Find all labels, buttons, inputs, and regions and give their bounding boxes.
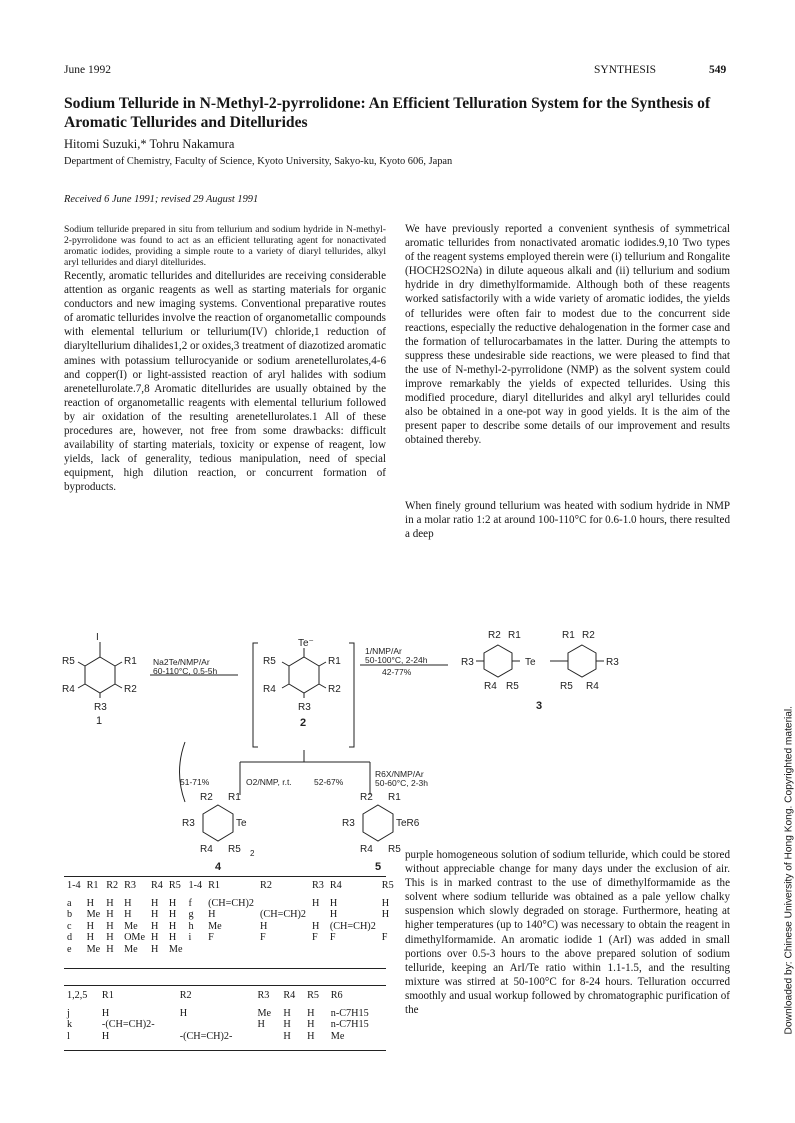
table-header: R5 — [307, 990, 319, 1001]
table-cell: H — [307, 1007, 315, 1019]
table-row — [64, 944, 397, 956]
table-row — [64, 909, 397, 921]
svg-text:R5: R5 — [506, 681, 519, 692]
arrow1-conditions: 60-110°C, 0.5-5h — [153, 666, 218, 676]
table-cell: H — [124, 909, 132, 920]
table-header-row — [64, 880, 397, 892]
svg-text:R3: R3 — [461, 657, 474, 668]
svg-text:R2: R2 — [328, 684, 341, 695]
table-header: R2 — [260, 880, 272, 891]
table-cell — [379, 921, 397, 933]
table-header: R6 — [330, 990, 343, 1001]
svg-text:R3: R3 — [342, 818, 355, 829]
table-cell: -(CH=CH)2- — [179, 1030, 233, 1042]
table-cell — [254, 1031, 280, 1043]
table2-top-rule — [64, 985, 386, 986]
svg-text:I: I — [96, 632, 99, 643]
table-cell — [327, 944, 379, 956]
authors: Hitomi Suzuki,* Tohru Nakamura — [64, 137, 235, 151]
paragraph-telluride-prep: When finely ground tellurium was heated with sodium hydride in NMP in a molar ratio 1:2 at around 100-110°C for 0.6-1.0 hours, there resulted a deep — [405, 500, 730, 541]
table-cell — [186, 944, 206, 956]
table-cell: H — [311, 920, 320, 932]
compound-1-label: 1 — [96, 715, 103, 727]
reaction-scheme — [60, 570, 740, 873]
table-header: R3 — [311, 880, 324, 891]
substituent-table-2 — [64, 990, 386, 1042]
table-cell: F — [260, 932, 266, 943]
table-cell: H — [307, 1030, 315, 1042]
table-header: R1 — [86, 880, 99, 891]
table-cell: H — [179, 1007, 188, 1019]
svg-text:R5: R5 — [228, 844, 241, 855]
table-cell: H — [283, 1007, 291, 1019]
svg-text:TeR6: TeR6 — [396, 818, 420, 829]
table-cell: b — [67, 909, 73, 920]
svg-text:Te: Te — [525, 657, 536, 668]
table-header: R3 — [124, 880, 136, 891]
table-cell: F — [208, 932, 214, 943]
header-date: June 1992 — [64, 64, 111, 76]
paragraph-previous-work: We have previously reported a convenient synthesis of symmetrical aromatic tellurides from nonactivated aromatic iodides.9,10 Two types of the reagent systems employed therein were (i) tellurium and Rongalite (HOCH2SO2Na) in dilute aqueous alkali and (ii) tellurium and sodium hydride in dry dimethylformamide. Although both of these reagents worked satisfactorily with a wide variety of aromatic iodides, the yields of tellurides were often fair to modest due to the concurrent side reactions, especially the reductive dehalogenation in the former case and the formation of tellurocarbamates in the latter. During the attempts to suppress these undesirable side reactions, we were pleased to find that the use of N-methyl-2-pyrrolidone (NMP) as the solvent system could improve remarkably the yields of expected tellurides. Using this modified procedure, diaryl ditellurides and alkyl aryl tellurides could also be obtained in a one-pot way in good yields. It is the aim of the present paper to describe some details of our improvement and results obtained thereby. — [405, 223, 730, 447]
table-cell: H — [106, 943, 114, 955]
table-header: R2 — [179, 990, 192, 1001]
table-cell: Me — [86, 909, 101, 920]
svg-text:R4: R4 — [484, 681, 497, 692]
table-cell: H — [168, 920, 177, 932]
table-cell: H — [168, 932, 177, 943]
compound-4-label: 4 — [215, 861, 222, 873]
table-cell: j — [67, 1007, 70, 1019]
table-row — [64, 921, 397, 933]
paper-title: Sodium Telluride in N-Methyl-2-pyrrolidone: An Efficient Telluration System for the Synthesis of Aromatic Tellurides and Ditellurides — [64, 95, 711, 131]
table-cell — [257, 898, 309, 910]
table-cell — [177, 1019, 255, 1031]
table-cell: F — [381, 932, 388, 943]
svg-text:R5: R5 — [263, 656, 276, 667]
table2-bottom-rule — [64, 1050, 386, 1051]
table-cell: d — [67, 932, 73, 943]
download-notice: Downloaded by: Chinese University of Hong Kong. Copyrighted material. — [783, 706, 794, 1035]
table-cell: H — [283, 1019, 291, 1030]
arrow4-conditions: 50-60°C, 2-3h — [375, 778, 429, 788]
table-cell: -(CH=CH)2- — [101, 1019, 155, 1030]
table-header: R5 — [168, 880, 181, 891]
table-cell — [205, 944, 257, 956]
table-header: R4 — [151, 880, 163, 891]
svg-text:R3: R3 — [182, 818, 195, 829]
svg-text:R2: R2 — [488, 630, 501, 641]
table-cell: F — [311, 932, 318, 943]
svg-text:R4: R4 — [360, 844, 373, 855]
table-cell: H — [168, 909, 177, 920]
arrow4-yield: 52-67% — [314, 777, 344, 787]
table-cell: H — [208, 909, 216, 920]
table-cell: H — [101, 1030, 110, 1042]
table-cell — [309, 944, 327, 956]
table-cell: Me — [124, 920, 138, 932]
table-cell: H — [329, 897, 338, 909]
svg-text:R1: R1 — [562, 630, 575, 641]
arrow2-conditions: 50-100°C, 2-24h — [365, 655, 428, 665]
table-cell: H — [124, 897, 132, 909]
svg-text:R1: R1 — [508, 630, 521, 641]
table-cell: Me — [124, 943, 138, 955]
table-cell — [309, 909, 327, 921]
svg-text:Te⁻: Te⁻ — [298, 638, 314, 649]
table1-bottom-rule — [64, 968, 386, 969]
table-cell: H — [260, 920, 268, 932]
table-cell: a — [67, 897, 72, 909]
table-row — [64, 1031, 386, 1043]
arrow2-reagent: 1/NMP/Ar — [365, 646, 402, 656]
table-cell: (CH=CH)2 — [208, 897, 255, 909]
table-cell: n-C7H15 — [330, 1019, 369, 1030]
compound-2-label: 2 — [300, 717, 307, 729]
paragraph-telluride-solution: purple homogeneous solution of sodium telluride, which could be stored without appreciable change for many days under the exclusion of air. This is in marked contrast to the use of dimethylformamide as the solvent where sodium telluride was obtained as a pale yellow chalky suspension which slowly degraded on storage. Furthermore, heating at higher temperatures (up to 140°C) was necessary to obtain the reagent in dimethylformamide. An aromatic iodide 1 (ArI) was added in small portions over 0.5-3 hours to the above prepared solution of sodium telluride, keeping an ArI/Te ratio within 1.1-1.5, and the resulting mixture was stirred at 50-100°C for 8-24 hours. Telluration occurred smoothly and usual workup followed by chromatographic purification of the — [405, 849, 730, 1017]
svg-text:R4: R4 — [200, 844, 213, 855]
table-row — [64, 932, 397, 944]
svg-text:R3: R3 — [606, 657, 619, 668]
svg-text:R3: R3 — [298, 702, 311, 713]
table-cell: H — [307, 1019, 315, 1030]
table-cell: e — [67, 943, 72, 955]
table-header: 1-4 — [188, 880, 203, 891]
compound-5-label: 5 — [375, 861, 382, 873]
table-cell: (CH=CH)2 — [260, 909, 306, 920]
table-row — [64, 898, 397, 910]
svg-text:R2: R2 — [360, 792, 373, 803]
table-header: R5 — [381, 880, 394, 891]
svg-text:R1: R1 — [328, 656, 341, 667]
table-cell: H — [151, 909, 159, 920]
svg-text:Te: Te — [236, 818, 247, 829]
table-cell: Me — [168, 943, 183, 955]
received-dates: Received 6 June 1991; revised 29 August 1991 — [64, 194, 259, 205]
compound-3-label: 3 — [536, 700, 543, 712]
table-cell: H — [86, 920, 94, 932]
table-header: R2 — [106, 880, 119, 891]
table-cell — [379, 944, 397, 956]
table-header: R4 — [329, 880, 342, 891]
table-cell: k — [67, 1019, 73, 1030]
table-cell: Me — [257, 1007, 272, 1019]
table-cell: Me — [86, 943, 101, 955]
table-cell: H — [106, 920, 114, 932]
svg-text:R5: R5 — [560, 681, 573, 692]
svg-text:R4: R4 — [586, 681, 599, 692]
table-cell: g — [188, 909, 194, 920]
table-header: R1 — [101, 990, 114, 1001]
table-header: R1 — [208, 880, 220, 891]
svg-text:R5: R5 — [388, 844, 401, 855]
arrow4-reagent: R6X/NMP/Ar — [375, 769, 424, 779]
intro-paragraph: Recently, aromatic tellurides and ditellurides are receiving considerable attention as organic reagents as well as starting materials for organic conductors and new imaging systems. Conventional preparative routes of aromatic tellurides involve the reaction of organometallic compounds with elemental tellurium or tellurium(IV) chloride,1 reduction of diaryltellurium dihalides1,2 or oxides,3 treatment of diazotized aromatic amines with potassium tellurocyanide or sodium arenetellurolates,4-6 and copper(I) or light-assisted reaction of aryl halides with sodium arenetellurolate.7,8 Aromatic ditellurides are usually obtained by the reaction of organometallic reagents with elemental tellurium followed by air oxidation of the resulting arenetellurolates.1 All of these procedures are, however, not free from some drawbacks: difficult availability of starting materials, toxicity or expense of reagent, low yields, lack of generality, tedious manipulation, need of special equipment, high dilution reaction, or concurrent formation of byproducts. — [64, 270, 386, 494]
table-row — [64, 1008, 386, 1020]
arrow2-yield: 42-77% — [382, 667, 412, 677]
table-cell: H — [106, 897, 114, 909]
table-cell: (CH=CH)2 — [329, 920, 376, 932]
table-cell: H — [283, 1030, 291, 1042]
substituent-table-1 — [64, 880, 397, 955]
table-cell: n-C7H15 — [330, 1007, 369, 1019]
svg-text:R1: R1 — [228, 792, 241, 803]
table-cell: Me — [330, 1030, 345, 1042]
table-header: R3 — [257, 990, 270, 1001]
table-cell: H — [151, 932, 159, 943]
svg-text:R2: R2 — [200, 792, 213, 803]
table-cell: H — [381, 909, 390, 920]
arrow3-yield: 51-71% — [180, 777, 210, 787]
svg-text:R5: R5 — [62, 656, 75, 667]
affiliation: Department of Chemistry, Faculty of Science, Kyoto University, Sakyo-ku, Kyoto 606, Japan — [64, 156, 453, 167]
svg-text:R2: R2 — [582, 630, 595, 641]
header-journal: SYNTHESIS — [594, 64, 656, 76]
svg-text:2: 2 — [250, 849, 255, 858]
svg-text:R1: R1 — [388, 792, 401, 803]
svg-text:R4: R4 — [263, 684, 276, 695]
table-cell — [257, 944, 309, 956]
table-cell: H — [311, 897, 320, 909]
table-cell: l — [67, 1030, 70, 1042]
table-cell: H — [106, 909, 114, 920]
table-header: R4 — [283, 990, 296, 1001]
table-header: 1-4 — [67, 880, 81, 891]
table-cell: c — [67, 920, 72, 932]
table-header-row — [64, 990, 386, 1002]
table-cell: H — [106, 932, 114, 943]
table-cell: H — [168, 897, 177, 909]
table-cell: H — [151, 897, 159, 909]
table-cell: OMe — [124, 932, 146, 943]
abstract: Sodium telluride prepared in situ from tellurium and sodium hydride in N-methyl-2-pyrrolidone was found to act as an efficient tellurating agent for nonactivated aromatic iodides, providing a simple route to a variety of diaryl tellurides, alkyl aryl tellurides and diaryl ditellurides. — [64, 224, 386, 268]
table-cell: H — [381, 897, 390, 909]
table-row — [64, 1019, 386, 1031]
table-cell: F — [329, 932, 336, 943]
table-cell: H — [86, 897, 94, 909]
svg-text:R1: R1 — [124, 656, 137, 667]
arrow1-reagent: Na2Te/NMP/Ar — [153, 657, 210, 667]
table-cell: H — [329, 909, 338, 920]
table-cell: H — [151, 943, 159, 955]
header-page: 549 — [709, 64, 727, 76]
table-cell: f — [188, 897, 192, 909]
table-cell: H — [257, 1019, 265, 1030]
svg-text:R3: R3 — [94, 702, 107, 713]
table-cell: i — [188, 932, 192, 943]
svg-text:R2: R2 — [124, 684, 137, 695]
table1-top-rule — [64, 876, 386, 877]
svg-text:R4: R4 — [62, 684, 75, 695]
arrow3-conditions: O2/NMP, r.t. — [246, 777, 292, 787]
table-cell: H — [151, 920, 159, 932]
table-header: 1,2,5 — [67, 990, 88, 1001]
table-cell: H — [86, 932, 94, 943]
table-cell: H — [101, 1007, 110, 1019]
table-cell: Me — [208, 920, 222, 932]
table-cell: h — [188, 920, 194, 932]
